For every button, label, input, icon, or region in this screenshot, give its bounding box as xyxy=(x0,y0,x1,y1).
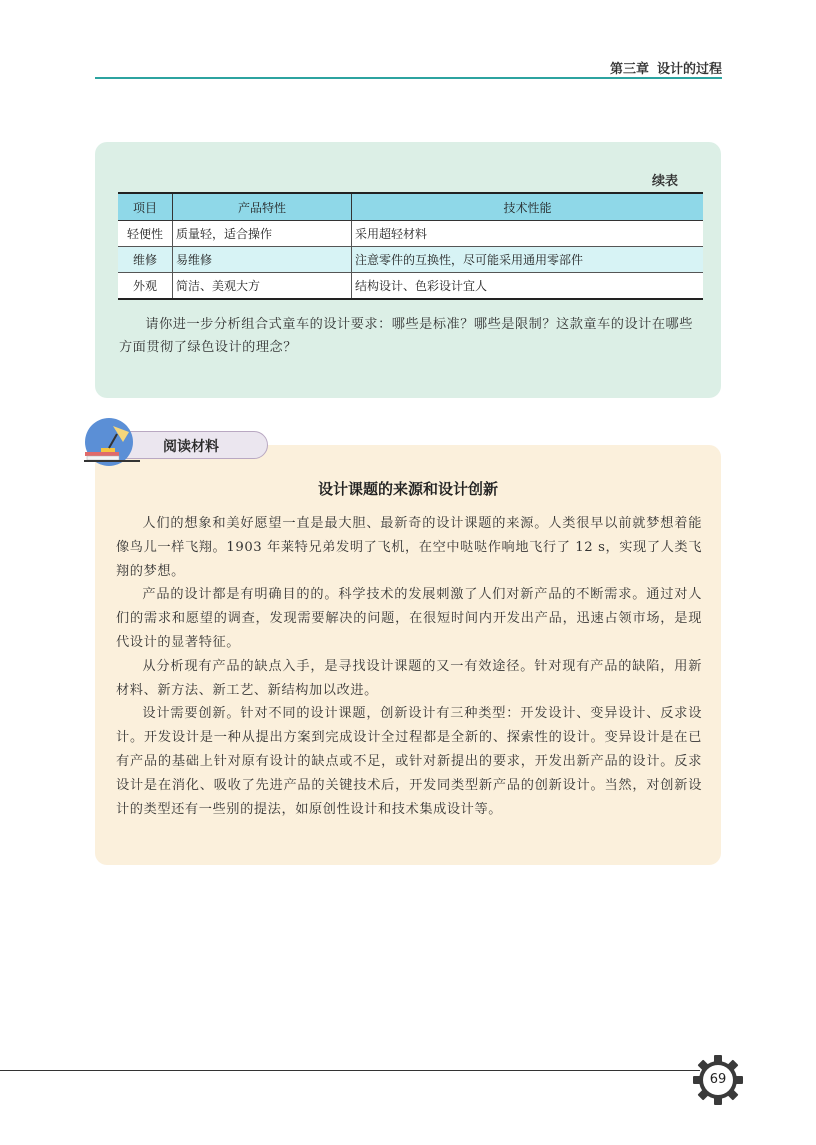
discussion-question: 请你进一步分析组合式童车的设计要求：哪些是标准？哪些是限制？这款童车的设计在哪些方面贯彻了绿色设计的理念？ xyxy=(119,317,693,355)
table-cell: 简洁、美观大方 xyxy=(173,273,352,300)
table-header-cell: 项目 xyxy=(118,193,173,221)
spec-table xyxy=(118,192,703,300)
table-header-cell: 产品特性 xyxy=(173,193,352,221)
reading-tab-label: 阅读材料 xyxy=(163,439,219,455)
paragraph: 人们的想象和美好愿望一直是最大胆、最新奇的设计课题的来源。人类很早以前就梦想着能像鸟儿一样飞翔。1903 年莱特兄弟发明了飞机，在空中哒哒作响地飞行了 12 s，实现了人类飞翔的梦想。 xyxy=(116,516,702,579)
table-cell: 结构设计、色彩设计宜人 xyxy=(352,273,704,300)
table-row xyxy=(118,273,703,300)
table-cell: 易维修 xyxy=(173,247,352,273)
lamp-books-icon xyxy=(79,416,143,468)
paragraph: 设计需要创新。针对不同的设计课题，创新设计有三种类型：开发设计、变异设计、反求设计。开发设计是一种从提出方案到完成设计全过程都是全新的、探索性的设计。变异设计是在已有产品的基础上针对原有设计的缺点或不足，或针对新提出的要求，开发出新产品的设计。反求设计是在消化、吸收了先进产品的关键技术后，开发同类型新产品的创新设计。当然，对创新设计的类型还有一些别的提法，如原创性设计和技术集成设计等。 xyxy=(116,706,702,817)
table-header-row xyxy=(118,193,703,221)
page-number: 69 xyxy=(709,1072,727,1087)
table-cell: 采用超轻材料 xyxy=(352,221,704,247)
header-divider xyxy=(95,77,722,79)
table-row xyxy=(118,247,703,273)
paragraph: 从分析现有产品的缺点入手，是寻找设计课题的又一有效途径。针对现有产品的缺陷，用新材料、新方法、新工艺、新结构加以改进。 xyxy=(116,658,702,698)
chapter-label: 第三章 xyxy=(609,62,649,77)
table-row xyxy=(118,221,703,247)
table-cell: 外观 xyxy=(118,273,173,300)
table-cell: 注意零件的互换性，尽可能采用通用零部件 xyxy=(352,247,704,273)
table-caption: 续表 xyxy=(652,174,679,189)
table-cell: 轻便性 xyxy=(118,221,173,247)
running-header xyxy=(95,58,722,76)
table-cell: 质量轻，适合操作 xyxy=(173,221,352,247)
reading-title: 设计课题的来源和设计创新 xyxy=(317,480,498,498)
table-header-cell: 技术性能 xyxy=(352,193,704,221)
chapter-title: 设计的过程 xyxy=(656,62,722,77)
footer-divider xyxy=(0,1070,700,1071)
table-cell: 维修 xyxy=(118,247,173,273)
reading-body xyxy=(116,512,702,821)
paragraph: 产品的设计都是有明确目的的。科学技术的发展刺激了人们对新产品的不断需求。通过对人们的需求和愿望的调查，发现需要解决的问题，在很短时间内开发出产品，迅速占领市场，是现代设计的显著特征。 xyxy=(116,587,702,650)
